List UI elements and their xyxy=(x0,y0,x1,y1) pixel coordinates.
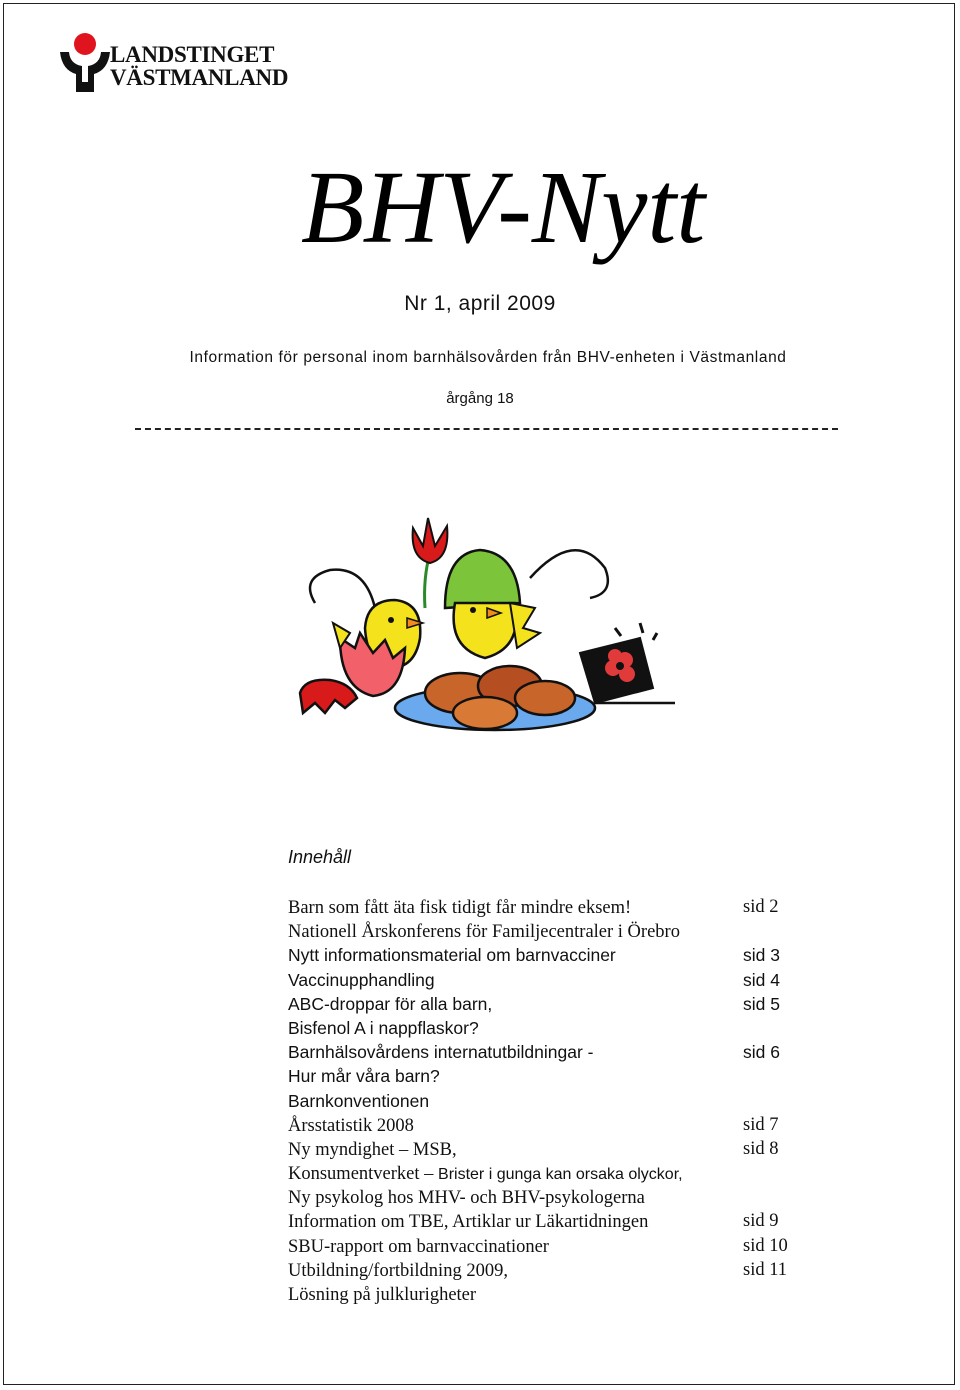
logo-line-2: VÄSTMANLAND xyxy=(110,65,289,90)
toc-item xyxy=(288,1016,828,1040)
toc-item-title: Information om TBE, Artiklar ur Läkartidningen xyxy=(288,1212,649,1233)
toc-item-title: Lösning på julklurigheter xyxy=(288,1285,477,1305)
toc-item xyxy=(288,919,828,943)
toc-item-title: ABC-droppar för alla barn, xyxy=(288,993,493,1014)
volume-year: årgång 18 xyxy=(446,390,514,407)
issue-info: Nr 1, april 2009 xyxy=(404,292,556,315)
toc-item xyxy=(288,1209,828,1233)
toc-item-title: Utbildning/fortbildning 2009, xyxy=(288,1260,508,1281)
toc-item xyxy=(288,1137,828,1161)
toc-item xyxy=(288,1064,828,1088)
landstinget-logo xyxy=(58,32,288,94)
logo-line-1: LANDSTINGET xyxy=(110,42,275,67)
toc-item-page: sid 4 xyxy=(743,969,780,990)
toc-item-page: sid 10 xyxy=(743,1235,788,1256)
toc-item-note: Brister i gunga kan orsaka olyckor, xyxy=(438,1166,683,1184)
easter-chicks-clipart-icon xyxy=(295,508,680,758)
landstinget-emblem-icon xyxy=(58,32,114,94)
toc-item-title: Nytt informationsmaterial om barnvacciner xyxy=(288,945,616,966)
toc-item-title: SBU-rapport om barnvaccinationer xyxy=(288,1236,549,1257)
toc-item xyxy=(288,1185,828,1209)
toc-item xyxy=(288,1161,828,1185)
toc-item-page: sid 8 xyxy=(743,1138,779,1159)
toc-item-page: sid 2 xyxy=(743,897,779,917)
toc-item-title: Barnhälsovårdens internatutbildningar - xyxy=(288,1042,594,1063)
toc-item-page: sid 3 xyxy=(743,945,780,966)
toc-item xyxy=(288,1282,828,1306)
toc-item-page: sid 6 xyxy=(743,1042,780,1063)
dashed-divider xyxy=(135,428,838,430)
table-of-contents xyxy=(288,895,828,1306)
toc-item xyxy=(288,1113,828,1137)
toc-item xyxy=(288,968,828,992)
toc-item-title: Barnkonventionen xyxy=(288,1090,430,1111)
toc-item xyxy=(288,1089,828,1113)
toc-item xyxy=(288,1040,828,1064)
newsletter-title: BHV-Nytt xyxy=(300,150,706,265)
toc-item-page: sid 7 xyxy=(743,1114,779,1135)
toc-item-title: Ny psykolog hos MHV- och BHV-psykologerna xyxy=(288,1188,645,1209)
toc-item-title: Vaccinupphandling xyxy=(288,969,435,990)
toc-item xyxy=(288,992,828,1016)
toc-item xyxy=(288,1234,828,1258)
toc-item-page: sid 5 xyxy=(743,993,780,1014)
toc-item-title: Årsstatistik 2008 xyxy=(288,1115,414,1136)
toc-item xyxy=(288,1258,828,1282)
toc-item xyxy=(288,943,828,967)
toc-item xyxy=(288,895,828,919)
toc-heading: Innehåll xyxy=(288,847,352,867)
toc-item-title: Konsumentverket – xyxy=(288,1164,439,1185)
subtitle: Information för personal inom barnhälsovården från BHV-enheten i Västmanland xyxy=(189,349,787,366)
toc-item-title: Ny myndighet – MSB, xyxy=(288,1139,457,1160)
toc-item-title: Barn som fått äta fisk tidigt får mindre eksem! xyxy=(288,898,632,918)
toc-item-title: Hur mår våra barn? xyxy=(288,1066,440,1087)
toc-item-title: Bisfenol A i nappflaskor? xyxy=(288,1017,479,1038)
toc-item-page: sid 9 xyxy=(743,1211,779,1232)
toc-item-title: Nationell Årskonferens för Familjecentraler i Örebro xyxy=(288,922,680,943)
toc-item-page: sid 11 xyxy=(743,1259,788,1280)
logo-wordmark xyxy=(110,43,288,89)
